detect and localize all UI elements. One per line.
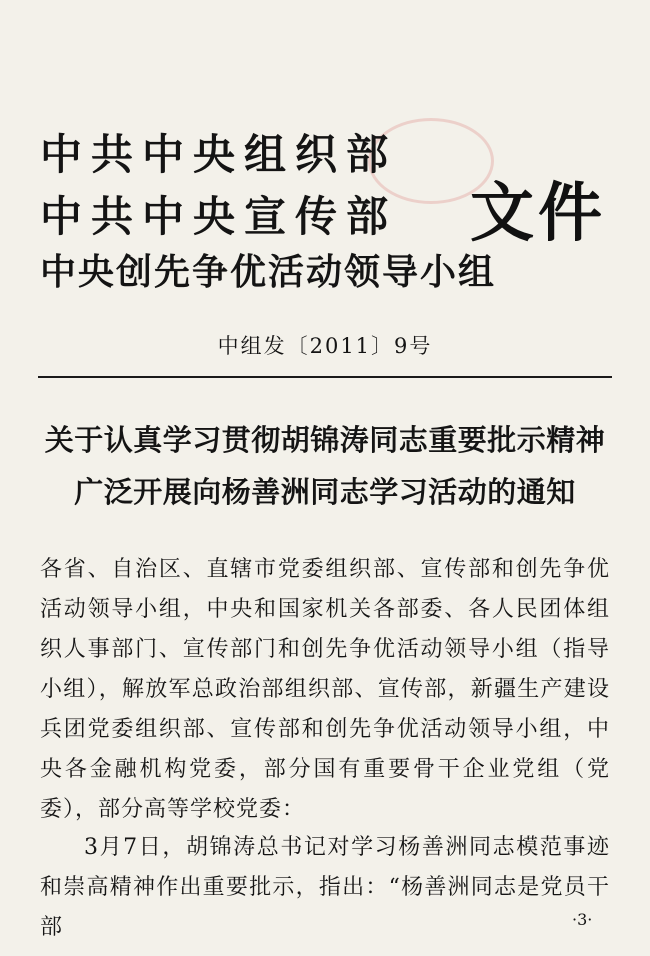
body-paragraph-1: 3月7日，胡锦涛总书记对学习杨善洲同志模范事迹和崇高精神作出重要批示，指出：“杨善洲同志是党员干部	[40, 835, 610, 940]
issuer-line-publicity-dept: 中共中央宣传部	[40, 192, 398, 241]
header-divider-line	[38, 376, 612, 378]
issuer-line-leading-group: 中央创先争优活动领导小组	[40, 252, 497, 293]
page-number: ·3·	[572, 910, 593, 929]
issuer-line-organization-dept: 中共中央组织部	[40, 130, 398, 179]
document-type-label: 文件	[470, 177, 606, 251]
notice-title-line-1: 关于认真学习贯彻胡锦涛同志重要批示精神	[44, 423, 606, 457]
notice-title-line-2: 广泛开展向杨善洲同志学习活动的通知	[74, 475, 576, 509]
addressees-paragraph: 各省、自治区、直辖市党委组织部、宣传部和创先争优活动领导小组，中央和国家机关各部委、各人民团体组织人事部门、宣传部门和创先争优活动领导小组（指导小组），解放军总政治部组织部、宣传部，新疆生产建设兵团党委组织部、宣传部和创先争优活动领导小组，中央各金融机构党委，部分国有重要骨干企业党组（党委），部分高等学校党委：	[40, 557, 610, 822]
document-number: 中组发〔2011〕9号	[217, 334, 433, 358]
